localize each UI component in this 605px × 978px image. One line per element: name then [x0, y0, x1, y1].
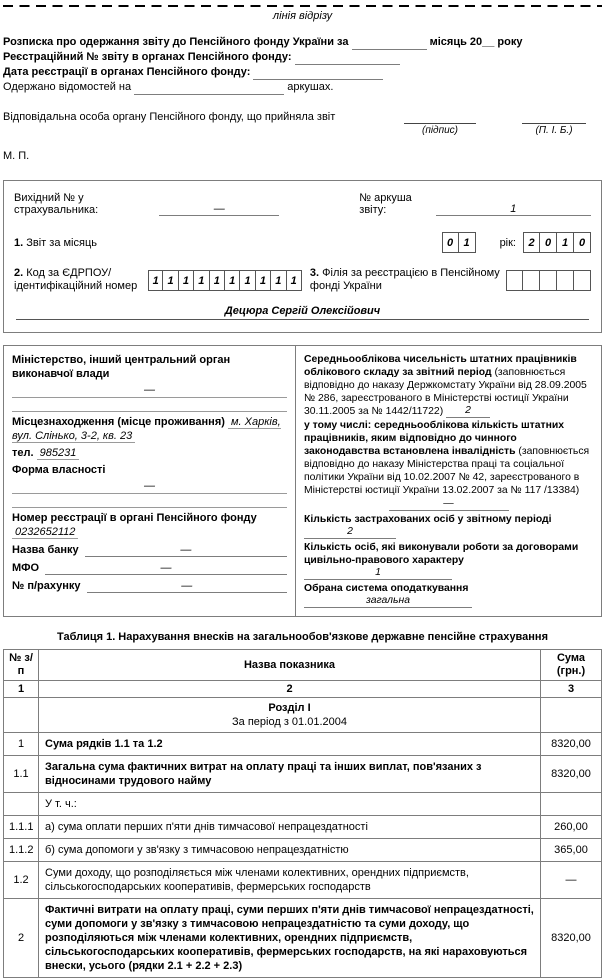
col-header-name: Назва показника: [39, 650, 541, 681]
branch-cell[interactable]: [540, 270, 557, 291]
outgoing-number-value[interactable]: —: [159, 203, 279, 216]
stamp-place-label: М. П.: [3, 150, 30, 162]
edrpou-digit-cell[interactable]: 1: [287, 270, 302, 291]
fullname-caption: (П. І. Б.): [522, 123, 586, 136]
table-row: [4, 899, 602, 978]
branch-cell[interactable]: [557, 270, 574, 291]
avg-headcount-paragraph: [304, 353, 593, 418]
mfo-line: [12, 561, 287, 575]
location-label: Місцезнаходження (місце проживання): [12, 416, 225, 428]
report-month-row: [14, 232, 591, 253]
civil-contracts-label: Кількість осіб, які виконували роботи за договорами цивільно-правового характеру: [304, 542, 579, 566]
edrpou-digit-cell[interactable]: 1: [240, 270, 255, 291]
table1-title: Таблиця 1. Нарахування внесків на загальнообов'язкове державне пенсійне страхування: [57, 631, 548, 643]
tax-system-label: Обрана система оподаткування: [304, 583, 469, 594]
table1: [3, 649, 602, 978]
registration-number-blank[interactable]: [295, 53, 400, 65]
row-sum: [541, 793, 602, 816]
edrpou-digit-cell[interactable]: 1: [271, 270, 286, 291]
ministry-blank-line[interactable]: [12, 400, 287, 412]
table1-section-row: [4, 698, 602, 733]
row-indicator-name: Фактичні витрати на оплату праці, суми перших п'яти днів тимчасової непрацездатності, суми допомоги у зв'язку з тимчасовою непрацездатністю та суми доходу, що розподіляються між членами колективних, орендних підприємств, сільськогосподарських кооперативів, фермерських господарств, на які нараховуються внески, усього (рядки 2.1 + 2.2 + 2.3): [39, 899, 541, 978]
row-sum: 8320,00: [541, 733, 602, 756]
pension-reg-value[interactable]: 0232652112: [12, 526, 78, 539]
cut-dashed-line: [3, 5, 602, 7]
phone-value[interactable]: 985231: [37, 447, 80, 460]
report-header-box: [3, 180, 602, 333]
edrpou-digit-cell[interactable]: 1: [163, 270, 178, 291]
receipt-title-post: місяць 20__ року: [429, 36, 523, 48]
account-line: [12, 579, 287, 593]
edrpou-digit-cell[interactable]: 1: [210, 270, 225, 291]
row-num: 1.1: [4, 756, 39, 793]
sheets-received-pre: Одержано відомостей на: [3, 81, 132, 93]
row-indicator-name: б) сума допомоги у зв'язку з тимчасовою непрацездатністю: [39, 839, 541, 862]
year-digit-cell[interactable]: 0: [540, 232, 557, 253]
registration-date-blank[interactable]: [253, 68, 383, 80]
disabled-headcount-value[interactable]: —: [389, 498, 509, 511]
outgoing-number-label: Вихідний № у страхувальника:: [14, 192, 99, 216]
branch-cells: [506, 270, 591, 291]
table1-body: [4, 698, 602, 978]
location-value[interactable]: м. Харків, вул. Слінько, 3-2, кв. 23: [12, 416, 281, 442]
row-indicator-name: Суми доходу, що розподіляється між членами колективних, орендних підприємств, сільськогосподарських кооперативів, фермерських господарств: [39, 862, 541, 899]
table-row: [4, 733, 602, 756]
bank-value[interactable]: —: [85, 544, 287, 557]
receipt-title-line: [3, 35, 602, 50]
pension-reg-line: [12, 511, 287, 539]
responsible-person-label: Відповідальна особа органу Пенсійного фонду, що прийняла звіт: [3, 111, 336, 123]
row-num: 1: [4, 733, 39, 756]
edrpou-branch-row: [14, 267, 591, 293]
table1-header-row: [4, 650, 602, 681]
avg-headcount-label: Середньооблікова чисельність штатних працівників облікового складу за звітний період: [304, 354, 577, 378]
row-sum: —: [541, 862, 602, 899]
row-sum: 260,00: [541, 816, 602, 839]
table1-column-numbers-row: [4, 681, 602, 698]
branch-cell[interactable]: [506, 270, 523, 291]
bank-line: [12, 543, 287, 557]
table-row: [4, 756, 602, 793]
account-label: № п/рахунку: [12, 580, 81, 592]
phone-label: тел.: [12, 447, 34, 459]
row-num: 2: [4, 899, 39, 978]
edrpou-label: 2. Код за ЄДРПОУ/ ідентифікаційний номер: [14, 267, 138, 292]
year-digit-cell[interactable]: 1: [557, 232, 574, 253]
disabled-headcount-note: (заповнюється відповідно до наказу Міністерства праці та соціальної політики України від 10.02.2007 № 42, зареєстрованого в Міністерстві юстиції України 13.02.2007 за № 117 /13384): [304, 446, 590, 496]
row-num: [4, 793, 39, 816]
ownership-blank-line[interactable]: [12, 496, 287, 508]
civil-contracts-value[interactable]: 1: [304, 567, 452, 580]
sheets-received-line: [3, 80, 602, 95]
ownership-value[interactable]: —: [12, 479, 287, 494]
row-num: 1.1.1: [4, 816, 39, 839]
branch-cell[interactable]: [574, 270, 591, 291]
edrpou-digit-cell[interactable]: 1: [148, 270, 163, 291]
responsible-person-row: [3, 109, 602, 136]
mfo-label: МФО: [12, 562, 40, 574]
cut-line-label: лінія відрізу: [272, 10, 333, 22]
sheets-received-post: аркушах.: [287, 81, 334, 93]
location-line: [12, 415, 287, 443]
outgoing-number-row: [14, 192, 591, 216]
pension-reg-label: Номер реєстрації в органі Пенсійного фонду: [12, 512, 257, 524]
month-digit-cell[interactable]: 1: [459, 232, 476, 253]
receipt-title-pre: Розписка про одержання звіту до Пенсійного фонду України за: [3, 36, 349, 48]
edrpou-digit-cell[interactable]: 1: [194, 270, 209, 291]
col-header-num: № з/п: [4, 650, 39, 681]
registration-date-label: Дата реєстрації в органах Пенсійного фонду:: [3, 66, 251, 78]
row-indicator-name: Загальна сума фактичних витрат на оплату праці та інших виплат, пов'язаних з відносинами трудового найму: [39, 756, 541, 793]
insured-count-line: [304, 513, 593, 539]
report-month-label: 1. Звіт за місяць: [14, 236, 97, 249]
fullname-block: [522, 109, 586, 136]
insured-count-value[interactable]: 2: [304, 526, 396, 539]
month-digit-cells: [442, 232, 476, 253]
avg-headcount-value[interactable]: 2: [446, 405, 490, 418]
row-sum: 365,00: [541, 839, 602, 862]
row-indicator-name: У т. ч.:: [39, 793, 541, 816]
row-indicator-name: а) сума оплати перших п'яти днів тимчасової непрацездатності: [39, 816, 541, 839]
disabled-headcount-value-line: [304, 498, 593, 511]
tax-system-line: [304, 582, 593, 608]
ownership-label: Форма власності: [12, 464, 106, 476]
row-sum: 8320,00: [541, 899, 602, 978]
edrpou-digit-cell[interactable]: 1: [256, 270, 271, 291]
avg-headcount-note: (заповнюється відповідно до наказу Держкомстату України від 28.09.2005 № 286, зареєстрованого в Міністерстві юстиції України 30.11.2005 за № 1442/11722): [304, 367, 587, 417]
col-number-3: 3: [541, 681, 602, 698]
bank-label: Назва банку: [12, 544, 79, 556]
section-empty-num: [4, 698, 39, 733]
col-header-sum: Сума (грн.): [541, 650, 602, 681]
ministry-value[interactable]: —: [12, 383, 287, 398]
sheet-number-label: № аркуша звіту:: [359, 192, 412, 216]
branch-cell[interactable]: [523, 270, 540, 291]
row-sum: 8320,00: [541, 756, 602, 793]
phone-line: [12, 446, 287, 460]
year-digit-cell[interactable]: 0: [574, 232, 591, 253]
registration-date-line: [3, 65, 602, 80]
registration-number-line: [3, 50, 602, 65]
section-title: Розділ I: [268, 702, 311, 714]
edrpou-digit-cells: [148, 270, 302, 291]
row-num: 1.2: [4, 862, 39, 899]
tax-system-value[interactable]: загальна: [304, 595, 472, 608]
month-name-blank[interactable]: [352, 38, 427, 50]
table-row: [4, 839, 602, 862]
year-digit-cell[interactable]: 2: [523, 232, 540, 253]
civil-contracts-line: [304, 541, 593, 580]
section-subtitle: За період з 01.01.2004: [232, 716, 347, 728]
ministry-label: Міністерство, інший центральний орган виконавчої влади: [12, 354, 231, 380]
col-number-1: 1: [4, 681, 39, 698]
signature-block: [404, 109, 476, 136]
edrpou-digit-cell[interactable]: 1: [179, 270, 194, 291]
insured-count-label: Кількість застрахованих осіб у звітному періоді: [304, 514, 552, 525]
row-num: 1.1.2: [4, 839, 39, 862]
year-label: рік:: [499, 236, 516, 249]
disabled-headcount-label: у тому числі: середньооблікова кількість штатних працівників, яким відповідно до чинного законодавства встановлена інвалідність: [304, 420, 565, 457]
sheet-number-value[interactable]: 1: [436, 203, 591, 216]
mfo-value[interactable]: —: [45, 562, 287, 575]
edrpou-digit-cell[interactable]: 1: [225, 270, 240, 291]
section-empty-sum: [541, 698, 602, 733]
section-cell: [39, 698, 541, 733]
branch-label: 3. Філія за реєстрацією в Пенсійному фонді України: [309, 267, 500, 292]
account-value[interactable]: —: [87, 580, 288, 593]
table-row: [4, 816, 602, 839]
registration-number-label: Реєстраційний № звіту в органах Пенсійного фонду:: [3, 51, 292, 63]
signer-name: Децюра Сергій Олексійович: [16, 305, 589, 320]
row-indicator-name: Сума рядків 1.1 та 1.2: [39, 733, 541, 756]
table-row: [4, 793, 602, 816]
headcount-column: [296, 346, 601, 616]
sheets-count-blank[interactable]: [134, 83, 284, 95]
table-row: [4, 862, 602, 899]
year-digit-cells: [523, 232, 591, 253]
insurer-details-column: [4, 346, 296, 616]
insurer-info-box: [3, 345, 602, 617]
month-digit-cell[interactable]: 0: [442, 232, 459, 253]
signature-caption: (підпис): [404, 123, 476, 136]
col-number-2: 2: [39, 681, 541, 698]
disabled-headcount-paragraph: [304, 419, 593, 497]
